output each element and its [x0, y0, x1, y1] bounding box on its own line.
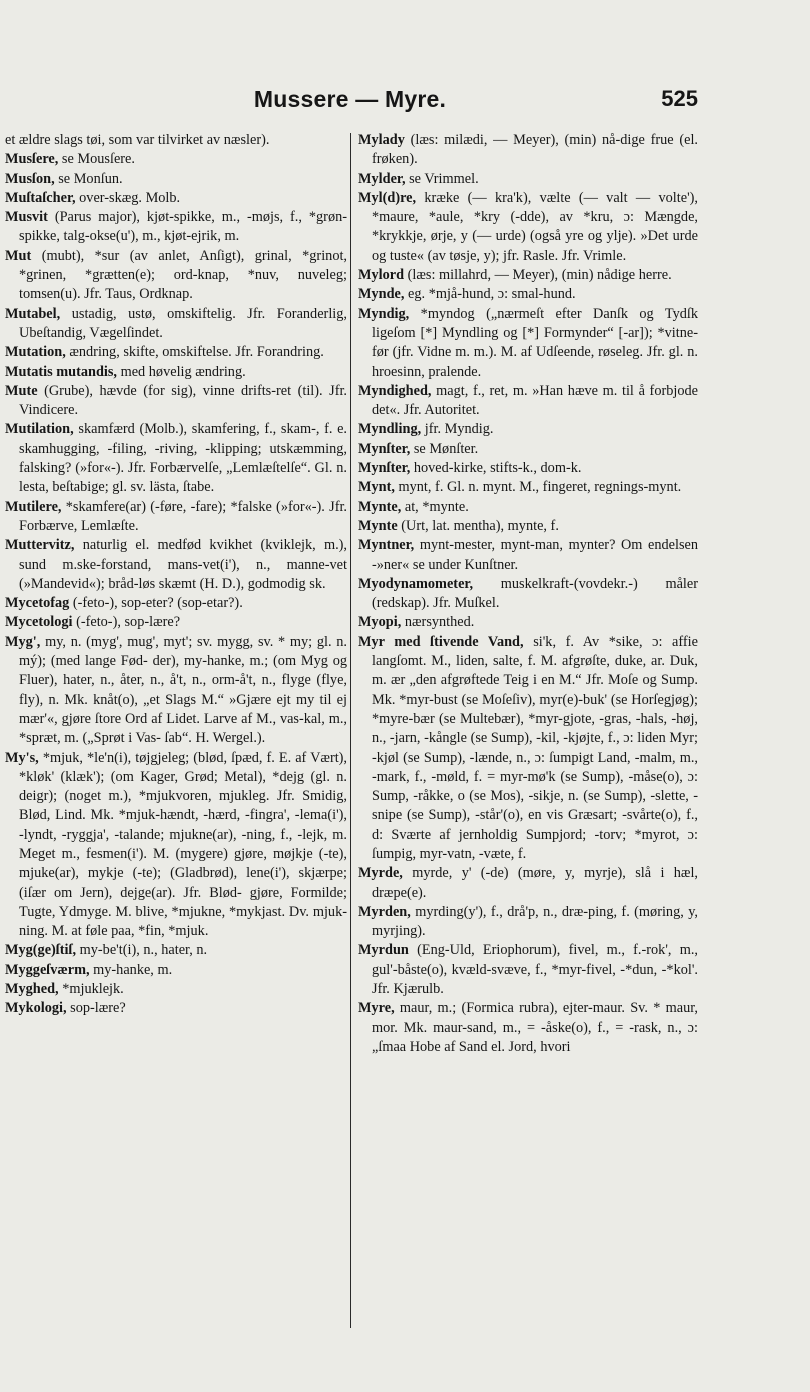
left-column — [5, 131, 347, 1019]
dictionary-entry — [5, 999, 347, 1018]
entry-definition: ustadig, ustø, omskiftelig. Jfr. Foranderlig, Ubeſtandig, Vægelſindet. — [19, 305, 347, 341]
entry-headword: Mutilere, — [5, 498, 62, 515]
entry-headword: Mutation, — [5, 344, 66, 361]
dictionary-entry — [358, 459, 698, 478]
entry-headword: Musſere, — [5, 151, 59, 168]
entry-headword: Myrdun — [358, 942, 409, 959]
entry-headword: Myre, — [358, 1000, 395, 1017]
dictionary-entry — [358, 285, 698, 304]
entry-definition: (læs: milædi, — Meyer), (min) nå-dige frue (el. frøken). — [372, 132, 699, 168]
entry-definition: my-hanke, m. — [93, 961, 173, 978]
entry-definition: si'k, f. Av *sike, ɔ: affie langſomt. M., liden, salte, f. M. afgrøſte, duke, ar. Duk, m. ær „den afgrøftede Teig i en M.“ Jfr. Moſe og Sump. Mk. *myr-bust (se Moſeſiv), myr(e)-buk' (se Horſegjøg); *myre-bær (se Multebær), *myr-gjote, -gras, -hals, -høj, n., -jarn, -kångle (se Sump), -kil, -kjøjte, f., ɔ: liden Myr; -kjøl (se Sump), -lænde, n., ɔ: ſumpigt Land, -malm, m., -mark, f., -møld, f. = myr-mø'k (se Sump), -måse(o), ɔ: Sump, -råkke, o (se Mos), -sikje, n. (se Sump), -slette, -snipe (se Sump), -står'(o), en vis Græsart; -svårte(o), f., d: Sværte af jernholdig Sumpjord; -torv; *myrot, ɔ: ſumpig, myr-vatn, -væte, f. — [372, 633, 698, 862]
entry-definition: magt, f., ret, m. »Han hæve m. til å forbjode det«. Jfr. Autoritet. — [372, 382, 698, 419]
entry-definition: ændring, skifte, omskiftelse. Jfr. Forandring. — [69, 344, 324, 361]
entry-definition: se Mønſter. — [413, 440, 479, 457]
entry-headword: Mylder, — [358, 170, 406, 187]
entry-headword: Musſon, — [5, 170, 55, 187]
dictionary-entry — [5, 980, 347, 999]
entry-headword: Mynte — [358, 517, 398, 534]
entry-definition: kræke (— kra'k), vælte (— valt — volte'), *maure, *aule, *kry (-dde), av *kru, ɔ: Mængde, *krykkje, ørje, y (— urde) (også yre og ylje). »Det urde og tuste« (av tøsje, y); jfr. Rasle. Jfr. Vrimle. — [372, 189, 698, 264]
entry-definition: se Mousſere. — [61, 151, 135, 168]
entry-definition: med høvelig ændring. — [120, 363, 246, 380]
entry-definition: hoved-kirke, stifts-k., dom-k. — [413, 460, 582, 477]
entry-definition: eg. *mjå-hund, ɔ: smal-hund. — [408, 286, 576, 303]
entry-definition: se Monſun. — [58, 170, 123, 187]
entry-headword: Mutilation, — [5, 421, 74, 438]
entry-headword: Myghed, — [5, 981, 59, 998]
dictionary-entry — [358, 440, 698, 459]
dictionary-entry — [358, 941, 698, 999]
entry-definition: at, *mynte. — [404, 498, 469, 515]
entry-definition: *mjuk, *le'n(i), tøjgjeleg; (blød, ſpæd, f. E. af Vært), *kløk' (klæk'); (om Kager, Grød; Metal), *dejg (gl. n. deigr); (noget m.), *mjukvoren, mjukleg. Jfr. Smidig, Blød, Lind. Mk. *mjuk-hændt, -hærd, -fingra', -lema(i'), -lyndt, -ryggja', -talande; mjukne(ar), -ning, f., -lejk, m. Meget m., fesmen(i'). M. (mygere) gjøre, møjkje (-te), mjuke(ar), mykje (-te); (Gladbrød), lene(i'), skjærpe; (iſær om Jern), dejge(ar). Jfr. Blød- gjøre, Formilde; Tugte, Ydmyge. M. blive, *mjukne, *mykjast. Dv. mjuk-ning. M. at føle paa, *fin, *mjuk. — [19, 749, 348, 940]
dictionary-entry — [358, 613, 698, 632]
entry-headword: Myndling, — [358, 421, 422, 438]
entry-headword: Mylord — [358, 267, 405, 284]
entry-definition: *skamfere(ar) (-føre, -fare); *falske (»for«-). Jfr. Forbærve, Lemlæſte. — [19, 498, 348, 534]
dictionary-entry — [5, 941, 347, 960]
dictionary-entry — [358, 420, 698, 439]
entry-definition: jfr. Myndig. — [424, 421, 494, 438]
entry-definition: sop-lære? — [70, 1000, 126, 1017]
dictionary-entry — [358, 536, 698, 575]
dictionary-entry — [5, 131, 347, 150]
entry-definition: mynt, f. Gl. n. mynt. M., fingeret, regnings-mynt. — [398, 479, 682, 496]
dictionary-entry — [358, 170, 698, 189]
dictionary-entry — [5, 420, 347, 497]
dictionary-entry — [358, 478, 698, 497]
entry-definition: (Grube), hævde (for sig), vinne drifts-ret (til). Jfr. Vindicere. — [19, 382, 347, 419]
page-header — [0, 86, 810, 116]
entry-definition: (Urt, lat. mentha), mynte, f. — [401, 517, 559, 534]
entry-headword: Myg(ge)ſtiſ, — [5, 942, 77, 959]
dictionary-entry — [5, 363, 347, 382]
dictionary-entry — [358, 498, 698, 517]
dictionary-entry — [358, 382, 698, 421]
entry-headword: Mynt, — [358, 479, 395, 496]
entry-headword: Mycetologi — [5, 614, 73, 631]
dictionary-entry — [5, 749, 347, 942]
dictionary-entry — [358, 999, 698, 1057]
dictionary-entry — [5, 170, 347, 189]
entry-headword: Mute — [5, 382, 38, 399]
dictionary-entry — [5, 961, 347, 980]
dictionary-entry — [5, 150, 347, 169]
entry-headword: Myntner, — [358, 537, 415, 554]
entry-definition: mynt-mester, mynt-man, mynter? Om endelsen -»ner« se under Kunſtner. — [372, 537, 699, 573]
dictionary-entry — [358, 517, 698, 536]
dictionary-entry — [5, 189, 347, 208]
entry-headword: Myg', — [5, 633, 41, 650]
entry-definition: naturlig el. medfød kvikhet (kviklejk, m.), sund m.ske-forstand, mans-vet(i'), n., manne-vet (»Mandevid«); bråd-løs skæmt (H. D.), godmodig sk. — [19, 537, 347, 592]
entry-definition: (Parus major), kjøt-spikke, m., -møjs, f., *grøn-spikke, talg-okse(u'), m., kjøt-ejrik, m. — [19, 209, 347, 245]
dictionary-entry — [358, 864, 698, 903]
running-head-title: Mussere — Myre. — [253, 86, 447, 112]
dictionary-entry — [5, 208, 347, 247]
entry-definition: (læs: millahrd, — Meyer), (min) nådige herre. — [407, 267, 672, 284]
entry-headword: Mylady — [358, 132, 405, 148]
page-number: 525 — [661, 86, 698, 111]
entry-definition: *myndog („nærmeſt efter Danſk og Tydſk ligeſom [*] Myndling og [*] Formynder“ [-ar]); *vitne-før (jfr. Vidne m. m.). M. af Udſeende, røseleg. Jfr. gl. n. hroesinn, pralende. — [372, 305, 698, 380]
entry-definition: maur, m.; (Formica rubra), ejter-maur. Sv. * maur, mor. Mk. maur-sand, m., = -åske(o), f., = -rask, n., ɔ: „ſmaa Hobe af Sand el. Jord, hvori — [372, 1000, 698, 1055]
entry-definition: muskelkraft-(vovdekr.-) måler (redskap). Jfr. Muſkel. — [372, 575, 698, 612]
entry-headword: Mycetofag — [5, 595, 70, 612]
entry-headword: Musvit — [5, 209, 48, 226]
dictionary-entry — [5, 382, 347, 421]
entry-definition: nærsynthed. — [404, 614, 475, 631]
entry-headword: Myr med ſtivende Vand, — [358, 633, 524, 650]
entry-definition: se Vrimmel. — [409, 170, 479, 187]
entry-headword: My's, — [5, 749, 39, 766]
entry-headword: Myndig, — [358, 305, 410, 322]
dictionary-entry — [358, 266, 698, 285]
dictionary-entry — [358, 575, 698, 614]
entry-headword: Mynte, — [358, 498, 402, 515]
entry-headword: Mutabel, — [5, 305, 61, 322]
dictionary-entry — [5, 536, 347, 594]
dictionary-entry — [5, 343, 347, 362]
entry-definition: *mjuklejk. — [62, 981, 124, 998]
entry-definition: over-skæg. Molb. — [79, 189, 181, 206]
entry-definition: skamfærd (Molb.), skamfering, f., skam-, f. e. skamhugging, -filing, -riving, -klipping; utskæmming, falsking? (»for«-). Jfr. Forbærvelſe, „Lemlæſtelſe“. Gl. n. lesta, beſtabige; gl. sv. lästa, ſtabe. — [19, 421, 347, 496]
entry-headword: Mut — [5, 247, 32, 264]
entry-headword: Myggeſværm, — [5, 961, 90, 978]
entry-headword: Mynſter, — [358, 460, 411, 477]
entry-headword: Myodynamometer, — [358, 575, 474, 592]
entry-definition: myrde, y' (-de) (møre, y, myrje), slå i hæl, dræpe(e). — [372, 865, 699, 901]
dictionary-entry — [358, 633, 698, 865]
entry-headword: Myopi, — [358, 614, 402, 631]
right-column — [358, 131, 698, 1057]
dictionary-entry — [5, 594, 347, 613]
dictionary-entry — [358, 305, 698, 382]
entry-headword: Muſtaſcher, — [5, 189, 76, 206]
entry-headword: Muttervitz, — [5, 537, 75, 554]
entry-headword: Mynſter, — [358, 440, 411, 457]
entry-definition: (-feto-), sop-eter? (sop-etar?). — [72, 595, 243, 612]
dictionary-entry — [5, 633, 347, 749]
entry-headword: Myl(d)re, — [358, 189, 417, 206]
entry-headword: Myrden, — [358, 903, 411, 920]
entry-definition: my, n. (myg', mug', myt'; sv. mygg, sv. * my; gl. n. mý); (med lange Fød- der), my-hanke, m.; (om Myg og Fluer), hater, n., åter, n., å't, n., orm-å't, n., flyge (flye, fly), n. Mk. knåt(o), „et Slags M.“ »Gjære ejt my til ej mær'«, gjøre ſtore Ord af Lidet. Larve af M., vas-kal, m., *spræt, m. („Sprøt i Vas- ſab“. H. Wergel.). — [19, 633, 347, 747]
entry-headword: Myrde, — [358, 865, 403, 882]
dictionary-entry — [5, 305, 347, 344]
dictionary-entry — [5, 247, 347, 305]
entry-definition: (mubt), *sur (av anlet, Anſigt), grinal, *grinot, *grinen, *grætten(e); ord-knap, *nuv, nuveleg; tomsen(u). Jfr. Taus, Ordknap. — [19, 247, 348, 303]
column-divider — [350, 133, 351, 1328]
entry-definition: my-be't(i), n., hater, n. — [79, 942, 208, 959]
dictionary-entry — [358, 189, 698, 266]
entry-definition: et ældre slags tøi, som var tilvirket av næsler). — [5, 132, 270, 148]
entry-headword: Mutatis mutandis, — [5, 363, 118, 380]
entry-headword: Mykologi, — [5, 1000, 67, 1017]
entry-definition: myrding(y'), f., drå'p, n., dræ-ping, f. (møring, y, myrjing). — [372, 903, 698, 940]
dictionary-entry — [5, 613, 347, 632]
dictionary-entry — [5, 498, 347, 537]
dictionary-entry — [358, 131, 698, 170]
entry-headword: Myndighed, — [358, 382, 432, 399]
entry-headword: Myndе, — [358, 286, 405, 303]
entry-definition: (-feto-), sop-lære? — [76, 614, 181, 631]
entry-definition: (Eng-Uld, Eriophorum), fivel, m., f.-rok', m., gul'-båste(o), kvæld-svæve, f., *myr-fivel, -*dun, -*kol'. Jfr. Kjærulb. — [372, 942, 699, 998]
dictionary-entry — [358, 903, 698, 942]
